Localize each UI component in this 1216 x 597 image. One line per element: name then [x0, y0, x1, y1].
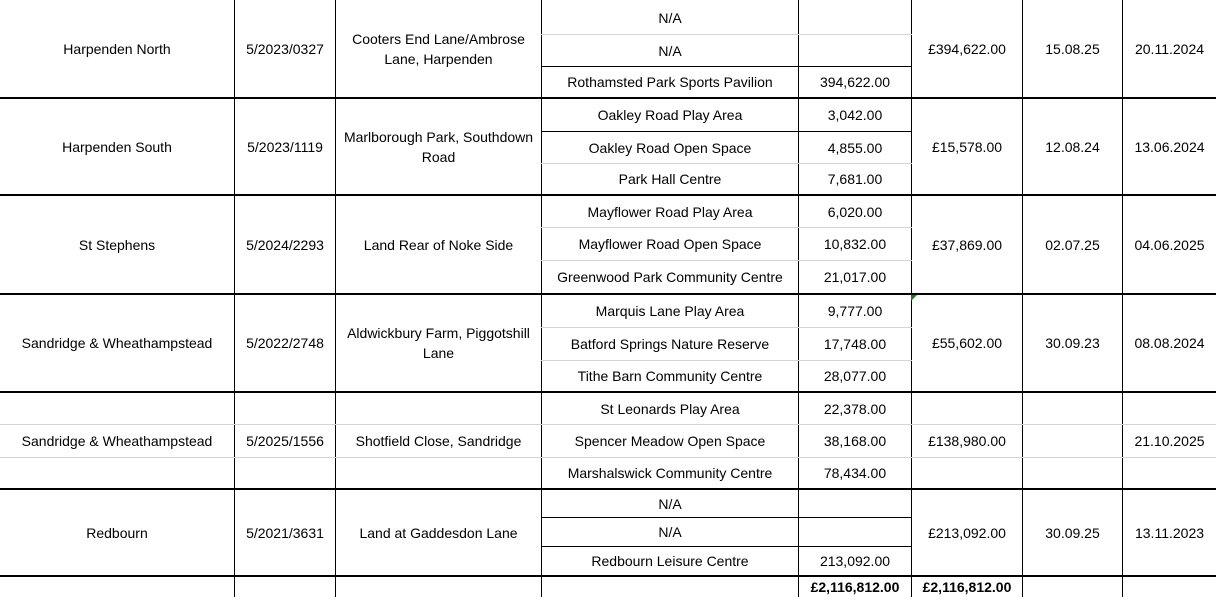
grid-line: [541, 34, 912, 35]
total-cell[interactable]: £138,980.00: [928, 433, 1006, 449]
item-amount-cell[interactable]: 78,434.00: [823, 465, 887, 481]
date-cell[interactable]: 02.07.25: [1045, 236, 1100, 253]
grid-line: [0, 391, 1216, 393]
grid-line: [541, 66, 912, 67]
item-name-cell[interactable]: Greenwood Park Community Centre: [557, 269, 783, 285]
site-cell[interactable]: Land Rear of Noke Side: [363, 236, 514, 253]
date-cell[interactable]: 08.08.2024: [1134, 335, 1205, 351]
item-amount-cell[interactable]: 213,092.00: [819, 553, 891, 569]
ward-cell[interactable]: Harpenden South: [62, 138, 172, 155]
grid-line: [0, 575, 1216, 577]
item-name-cell[interactable]: Batford Springs Nature Reserve: [570, 336, 770, 352]
ward-cell[interactable]: Sandridge & Wheathampstead: [21, 433, 213, 449]
grid-line: [541, 517, 912, 518]
grid-line: [0, 194, 1216, 196]
item-name-cell[interactable]: Tithe Barn Community Centre: [577, 368, 763, 384]
ref-cell[interactable]: 5/2024/2293: [246, 236, 324, 253]
item-amount-cell[interactable]: [799, 490, 911, 517]
item-name-cell[interactable]: Oakley Road Open Space: [588, 139, 752, 156]
date-cell[interactable]: 13.11.2023: [1134, 524, 1205, 541]
total-cell[interactable]: £394,622.00: [928, 40, 1006, 57]
date-cell[interactable]: [1023, 425, 1122, 457]
item-amount-cell[interactable]: 22,378.00: [823, 400, 887, 417]
item-name-cell[interactable]: N/A: [658, 524, 682, 540]
date-cell[interactable]: 20.11.2024: [1134, 40, 1205, 57]
grid-line: [1022, 0, 1023, 597]
item-amount-cell[interactable]: 7,681.00: [827, 171, 883, 187]
item-name-cell[interactable]: Mayflower Road Open Space: [578, 236, 762, 252]
grid-line: [335, 0, 336, 597]
site-cell[interactable]: Aldwickbury Farm, Piggotshill Lane: [347, 325, 530, 361]
item-amount-cell[interactable]: 4,855.00: [827, 139, 883, 156]
total-cell[interactable]: £15,578.00: [931, 138, 1003, 155]
grid-line: [541, 0, 542, 597]
item-name-cell[interactable]: Mayflower Road Play Area: [587, 203, 753, 220]
grand-total-cell[interactable]: £2,116,812.00: [922, 579, 1012, 595]
item-amount-cell[interactable]: 6,020.00: [827, 203, 883, 220]
item-amount-cell[interactable]: 10,832.00: [823, 236, 887, 252]
site-cell[interactable]: Marlborough Park, Southdown Road: [343, 128, 534, 165]
item-amount-cell[interactable]: [799, 518, 911, 546]
grid-line: [541, 360, 912, 361]
site-cell[interactable]: Shotfield Close, Sandridge: [355, 433, 522, 449]
item-name-cell[interactable]: Park Hall Centre: [618, 171, 722, 187]
ward-cell[interactable]: Redbourn: [86, 524, 148, 541]
date-cell[interactable]: 13.06.2024: [1134, 138, 1205, 155]
item-name-cell[interactable]: Oakley Road Play Area: [597, 107, 743, 123]
item-name-cell[interactable]: Spencer Meadow Open Space: [574, 433, 766, 449]
item-amount-cell[interactable]: [799, 35, 911, 66]
item-amount-cell[interactable]: 3,042.00: [827, 107, 883, 123]
comment-indicator-icon: [911, 295, 917, 301]
item-name-cell[interactable]: Redbourn Leisure Centre: [591, 553, 749, 569]
ref-cell[interactable]: 5/2023/1119: [247, 138, 323, 155]
item-amount-cell[interactable]: 28,077.00: [823, 368, 887, 384]
date-cell[interactable]: 21.10.2025: [1134, 433, 1205, 449]
grid-line: [0, 488, 1216, 490]
grid-line: [541, 131, 912, 132]
ref-cell[interactable]: 5/2025/1556: [246, 433, 324, 449]
site-cell[interactable]: Cooters End Lane/Ambrose Lane, Harpenden: [352, 30, 525, 67]
item-name-cell[interactable]: Marshalswick Community Centre: [567, 465, 773, 481]
date-cell[interactable]: 12.08.24: [1045, 138, 1100, 155]
date-cell[interactable]: 30.09.23: [1045, 335, 1100, 351]
item-name-cell[interactable]: N/A: [658, 42, 682, 59]
item-name-cell[interactable]: St Leonards Play Area: [600, 400, 740, 417]
item-amount-cell[interactable]: 21,017.00: [823, 269, 887, 285]
total-cell[interactable]: £37,869.00: [931, 236, 1003, 253]
item-name-cell[interactable]: Marquis Lane Play Area: [595, 303, 745, 319]
ref-cell[interactable]: 5/2023/0327: [246, 40, 324, 57]
grid-line: [541, 227, 912, 228]
item-amount-cell[interactable]: 394,622.00: [819, 74, 891, 90]
item-amount-cell[interactable]: 9,777.00: [827, 303, 883, 319]
date-cell[interactable]: 15.08.25: [1045, 40, 1100, 57]
item-name-cell[interactable]: N/A: [658, 495, 682, 512]
grid-line: [0, 424, 1216, 425]
ref-cell[interactable]: 5/2022/2748: [246, 335, 324, 351]
grid-line: [541, 327, 912, 328]
ward-cell[interactable]: Harpenden North: [63, 40, 171, 57]
site-cell[interactable]: Land at Gaddesdon Lane: [359, 524, 518, 541]
grid-line: [0, 97, 1216, 99]
grid-line: [234, 0, 235, 597]
grid-line: [1122, 0, 1123, 597]
grid-line: [541, 163, 912, 164]
item-amount-cell[interactable]: 38,168.00: [823, 433, 887, 449]
amount-total-cell[interactable]: £2,116,812.00: [810, 579, 900, 595]
total-cell[interactable]: £55,602.00: [931, 335, 1003, 351]
item-amount-cell[interactable]: [799, 2, 911, 34]
grid-line: [541, 546, 912, 547]
ref-cell[interactable]: 5/2021/3631: [246, 524, 324, 541]
total-cell[interactable]: £213,092.00: [928, 524, 1006, 541]
item-name-cell[interactable]: N/A: [658, 10, 682, 26]
ward-cell[interactable]: St Stephens: [78, 236, 156, 253]
grid-line: [0, 293, 1216, 295]
grid-line: [541, 260, 912, 261]
ward-cell[interactable]: Sandridge & Wheathampstead: [21, 335, 213, 351]
grid-line: [798, 0, 799, 597]
grid-line: [0, 457, 1216, 458]
date-cell[interactable]: 30.09.25: [1045, 524, 1100, 541]
item-amount-cell[interactable]: 17,748.00: [823, 336, 887, 352]
item-name-cell[interactable]: Rothamsted Park Sports Pavilion: [567, 74, 773, 90]
date-cell[interactable]: 04.06.2025: [1134, 236, 1205, 253]
